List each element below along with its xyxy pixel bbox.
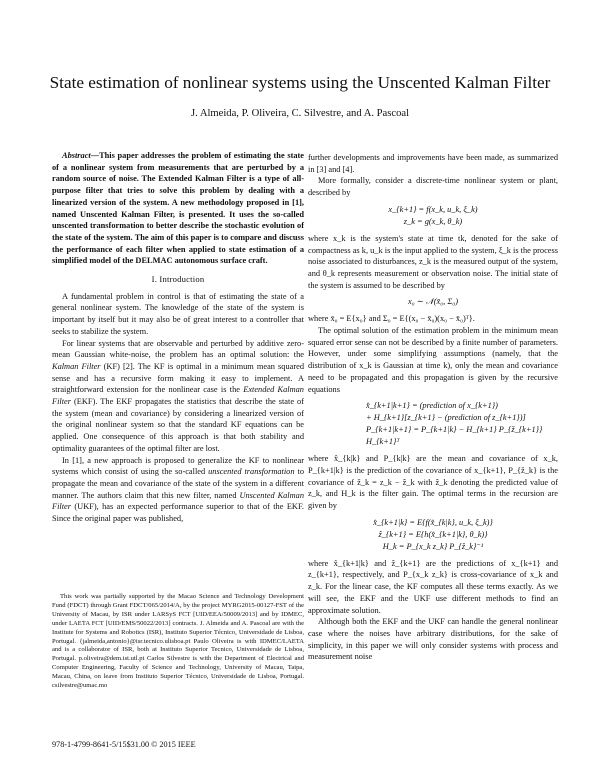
equation-line: x̂_{k+1|k} = E{f(x̂_{k|k}, u_k, ξ_k)} [373, 517, 493, 527]
text-run: (EKF). The EKF propagates the statistics that describe the state of the system (mean and covariance) by considering a linearized version of the original nonlinear system so that the standard KF equations can be applied. One consequence of this approach is that both stability and optimality guarantees of the optimal filter are lost. [52, 397, 304, 453]
left-column [52, 150, 304, 525]
equation-line: z_k = g(x_k, θ_k) [403, 216, 463, 226]
right-paragraph-1: further developments and improvements have been made, as summarized in [3] and [4]. [308, 153, 558, 174]
page-footer: 978-1-4799-8641-5/15$31.00 © 2015 IEEE [52, 740, 196, 749]
paper-authors: J. Almeida, P. Oliveira, C. Silvestre, and A. Pascoal [190, 108, 410, 119]
abstract-body: —This paper addresses the problem of estimating the state of a nonlinear system from measurements that are perturbed by a random source of noise. The Extended Kalman Filter is a type of all-purpose filter that tries to solve this problem by dealing with a linearized version of the system. A new methodology proposed in [1], named Unscented Kalman Filter, is presented. It uses the so-called unscented transformation to better describe the stochastic evolution of the state of the system. The aim of this paper is to compare and discuss the performance of each filter when applied to state estimation of a simplified model of the DELMAC autonomous surface craft. [52, 151, 304, 266]
intro-paragraph-2 [52, 338, 304, 455]
right-paragraph-8: Although both the EKF and the UKF can handle the general nonlinear case where the noises have arbitrary distributions, for the sake of simplicity, in this paper we will only consider systems with process and measurement noise [308, 617, 558, 662]
footnote [52, 593, 304, 691]
equation-system [308, 204, 558, 228]
abstract [52, 150, 304, 267]
term-unscented-transformation: unscented transformation [208, 467, 295, 477]
equation-optimal-terms [308, 517, 558, 553]
intro-paragraph-3 [52, 455, 304, 525]
equation-line: x₀ ∼ 𝒩(x̄₀, Σ₀) [408, 297, 458, 307]
text-run: In [1], a new approach is proposed to generalize the KF to nonlinear systems which consist of using the so-called [52, 455, 304, 477]
paper-title: State estimation of nonlinear systems using the Unscented Kalman Filter [49, 73, 551, 92]
abstract-lead: Abstract [62, 151, 91, 160]
term-extended-kalman-filter: Extended Kalman Filter [52, 385, 304, 407]
equation-line: P_{k+1|k+1} = P_{k+1|k} − H_{k+1} P_{ž_{k+1}} H_{k+1}ᵀ [366, 425, 543, 447]
right-paragraph-4: where x̄₀ = E{x₀} and Σ₀ = E{(x₀ − x̄₀)(x₀ − x̄₀)ᵀ}. [308, 314, 475, 324]
term-kalman-filter: Kalman Filter [52, 361, 101, 371]
equation-line: H_k = P_{x_k z_k} P_{ž_k}⁻¹ [382, 541, 484, 551]
equation-line: x̂_{k+1|k+1} = (prediction of x_{k+1}) [366, 401, 498, 411]
right-paragraph-5: The optimal solution of the estimation problem in the minimum mean squared error sense can not be described by a finite number of parameters. However, under some simplifying assumptions (namely, that the distribution of x_k is Gaussian at time k), only the mean and covariance need to be propagated and this propagation is given by the recursive equations [308, 326, 558, 394]
equation-initial-state [308, 296, 558, 308]
right-paragraph-3: where x_k is the system's state at time tk, denoted for the sake of compactness as k, u_k is the input applied to the system, ξ_k is the process noise associated to disturbances, z_k is the measured output of the system, and θ_k represents measurement or observation noise. The initial state of the system is assumed to be described by [308, 233, 558, 290]
equation-line: ẑ_{k+1} = E{h(x̂_{k+1|k}, θ_k)} [378, 529, 488, 539]
text-run: For linear systems that are observable and perturbed by additive zero-mean Gaussian white-noise, the problem has an optimal solution: the [52, 338, 304, 360]
right-column [308, 152, 558, 663]
intro-paragraph-1: A fundamental problem in control is that of estimating the state of a general nonlinear system. The knowledge of the state of the system is important by itself but it may also be of great interest to a controller that seeks to stabilize the system. [52, 291, 304, 336]
text-run: (UKF), has an expected performance superior to that of the EKF. Since the original paper was published, [52, 502, 304, 524]
text-run: to propagate the mean and covariance of the state of the system in a different manner. The authors claim that this new filter, named [52, 467, 304, 500]
right-paragraph-6: where x̂_{k|k} and P_{k|k} are the mean and covariance of x_k, P_{k+1|k} is the prediction of the covariance of x_{k+1}, P_{ž_k} is the covariance of ž_k = z_k − ẑ_k with ẑ_k denoting the predicted value of z_k, and H_k is the filter gain. The optimal terms in the recursion are given by [308, 454, 558, 511]
section-heading-introduction: I. Introduction [151, 274, 205, 285]
term-unscented-kalman-filter: Unscented Kalman Filter [52, 490, 304, 512]
right-paragraph-7: where x̂_{k+1|k} and ẑ_{k+1} are the predictions of x_{k+1} and z_{k+1}, respectively, and P_{x_k z_k} is cross-covariance of x_k and z_k. For the linear case, the KF computes all these terms exactly. As we will see, the EKF and the UKF use different methods to find an approximate solution. [308, 558, 558, 615]
equation-line: + H_{k+1}[z_{k+1} − (prediction of z_{k+1})] [366, 413, 526, 423]
equation-recursion [308, 400, 558, 448]
equation-line: x_{k+1} = f(x_k, u_k, ξ_k) [388, 204, 478, 214]
right-paragraph-2: More formally, consider a discrete-time nonlinear system or plant, described by [308, 176, 558, 198]
text-run: (KF) [2]. The KF is optimal in a minimum mean squared sense and has a recursive form making it easy to implement. A straightforward extension for the nonlinear case is the [52, 361, 305, 395]
footnote-text: This work was partially supported by the Macao Science and Technology Development Fund (FDCT) through Grant FDCT/065/2014/A, by the project MYRG2015-00127-FST of the University of Macau, by ISR under LARSyS FCT [UID/EEA/50009/2013] and by IDMEC, under LAETA FCT [UID/EMS/50022/2013] contracts. J. Almeida and A. Pascoal are with the Institute for Systems and Robotics (ISR), Instituto Superior Técnico, Universidade de Lisboa, Portugal. {jalmeida,antonio}@isr.tecnico.ulisboa.pt Paulo Oliveira is with IDMEC/LAETA and is a collaborator of ISR, both at Instituto Superior Tecnico, Universidade de Lisboa, Portugal. p.oliveira@dem.ist.utl.pt Carlos Silvestre is with the Department of Electrical and Computer Engineering, Faculty of Science and Technology, University of Macau, Taipa, Macau, China, on leave from Instituto Superior Técnico, Universidade de Lisboa, Portugal. csilvestre@umac.mo [52, 593, 304, 690]
